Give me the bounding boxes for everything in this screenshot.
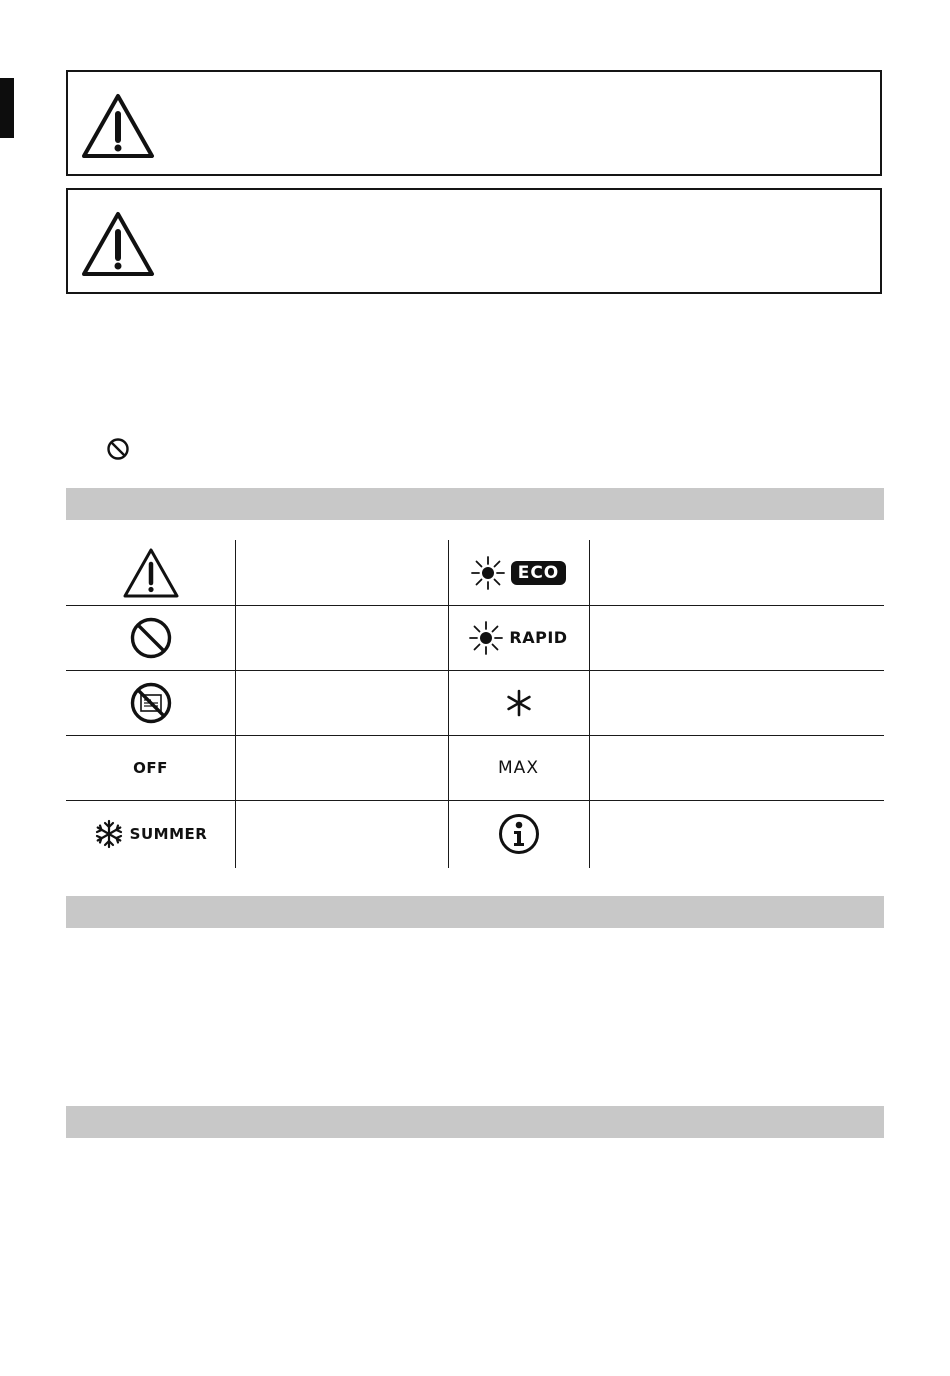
sun-icon (471, 556, 505, 590)
rapid-label: RAPID (509, 628, 568, 647)
warning-triangle-icon (80, 210, 156, 278)
table-row (66, 670, 884, 736)
warning-box-1 (66, 70, 882, 176)
off-label: OFF (133, 758, 168, 777)
section-header-band-3 (66, 1106, 884, 1138)
snowflake-icon (94, 819, 124, 849)
page-edge-tab (0, 78, 14, 138)
table-row (66, 605, 884, 671)
section-header-band-2 (66, 896, 884, 928)
eco-label: ECO (511, 561, 567, 585)
table-row (66, 735, 884, 801)
warning-box-2 (66, 188, 882, 294)
symbol-table (66, 540, 884, 868)
warning-triangle-icon (122, 547, 180, 599)
summer-label: SUMMER (129, 825, 208, 843)
prohibition-icon (129, 616, 173, 660)
max-label: MAX (498, 757, 539, 778)
sun-icon (469, 621, 503, 655)
prohibition-icon (106, 437, 130, 461)
table-row (66, 540, 884, 606)
warning-triangle-icon (80, 92, 156, 160)
no-document-icon (129, 681, 173, 725)
info-icon (498, 813, 540, 855)
table-row (66, 800, 884, 868)
asterisk-icon (504, 688, 534, 718)
section-header-band-1 (66, 488, 884, 520)
